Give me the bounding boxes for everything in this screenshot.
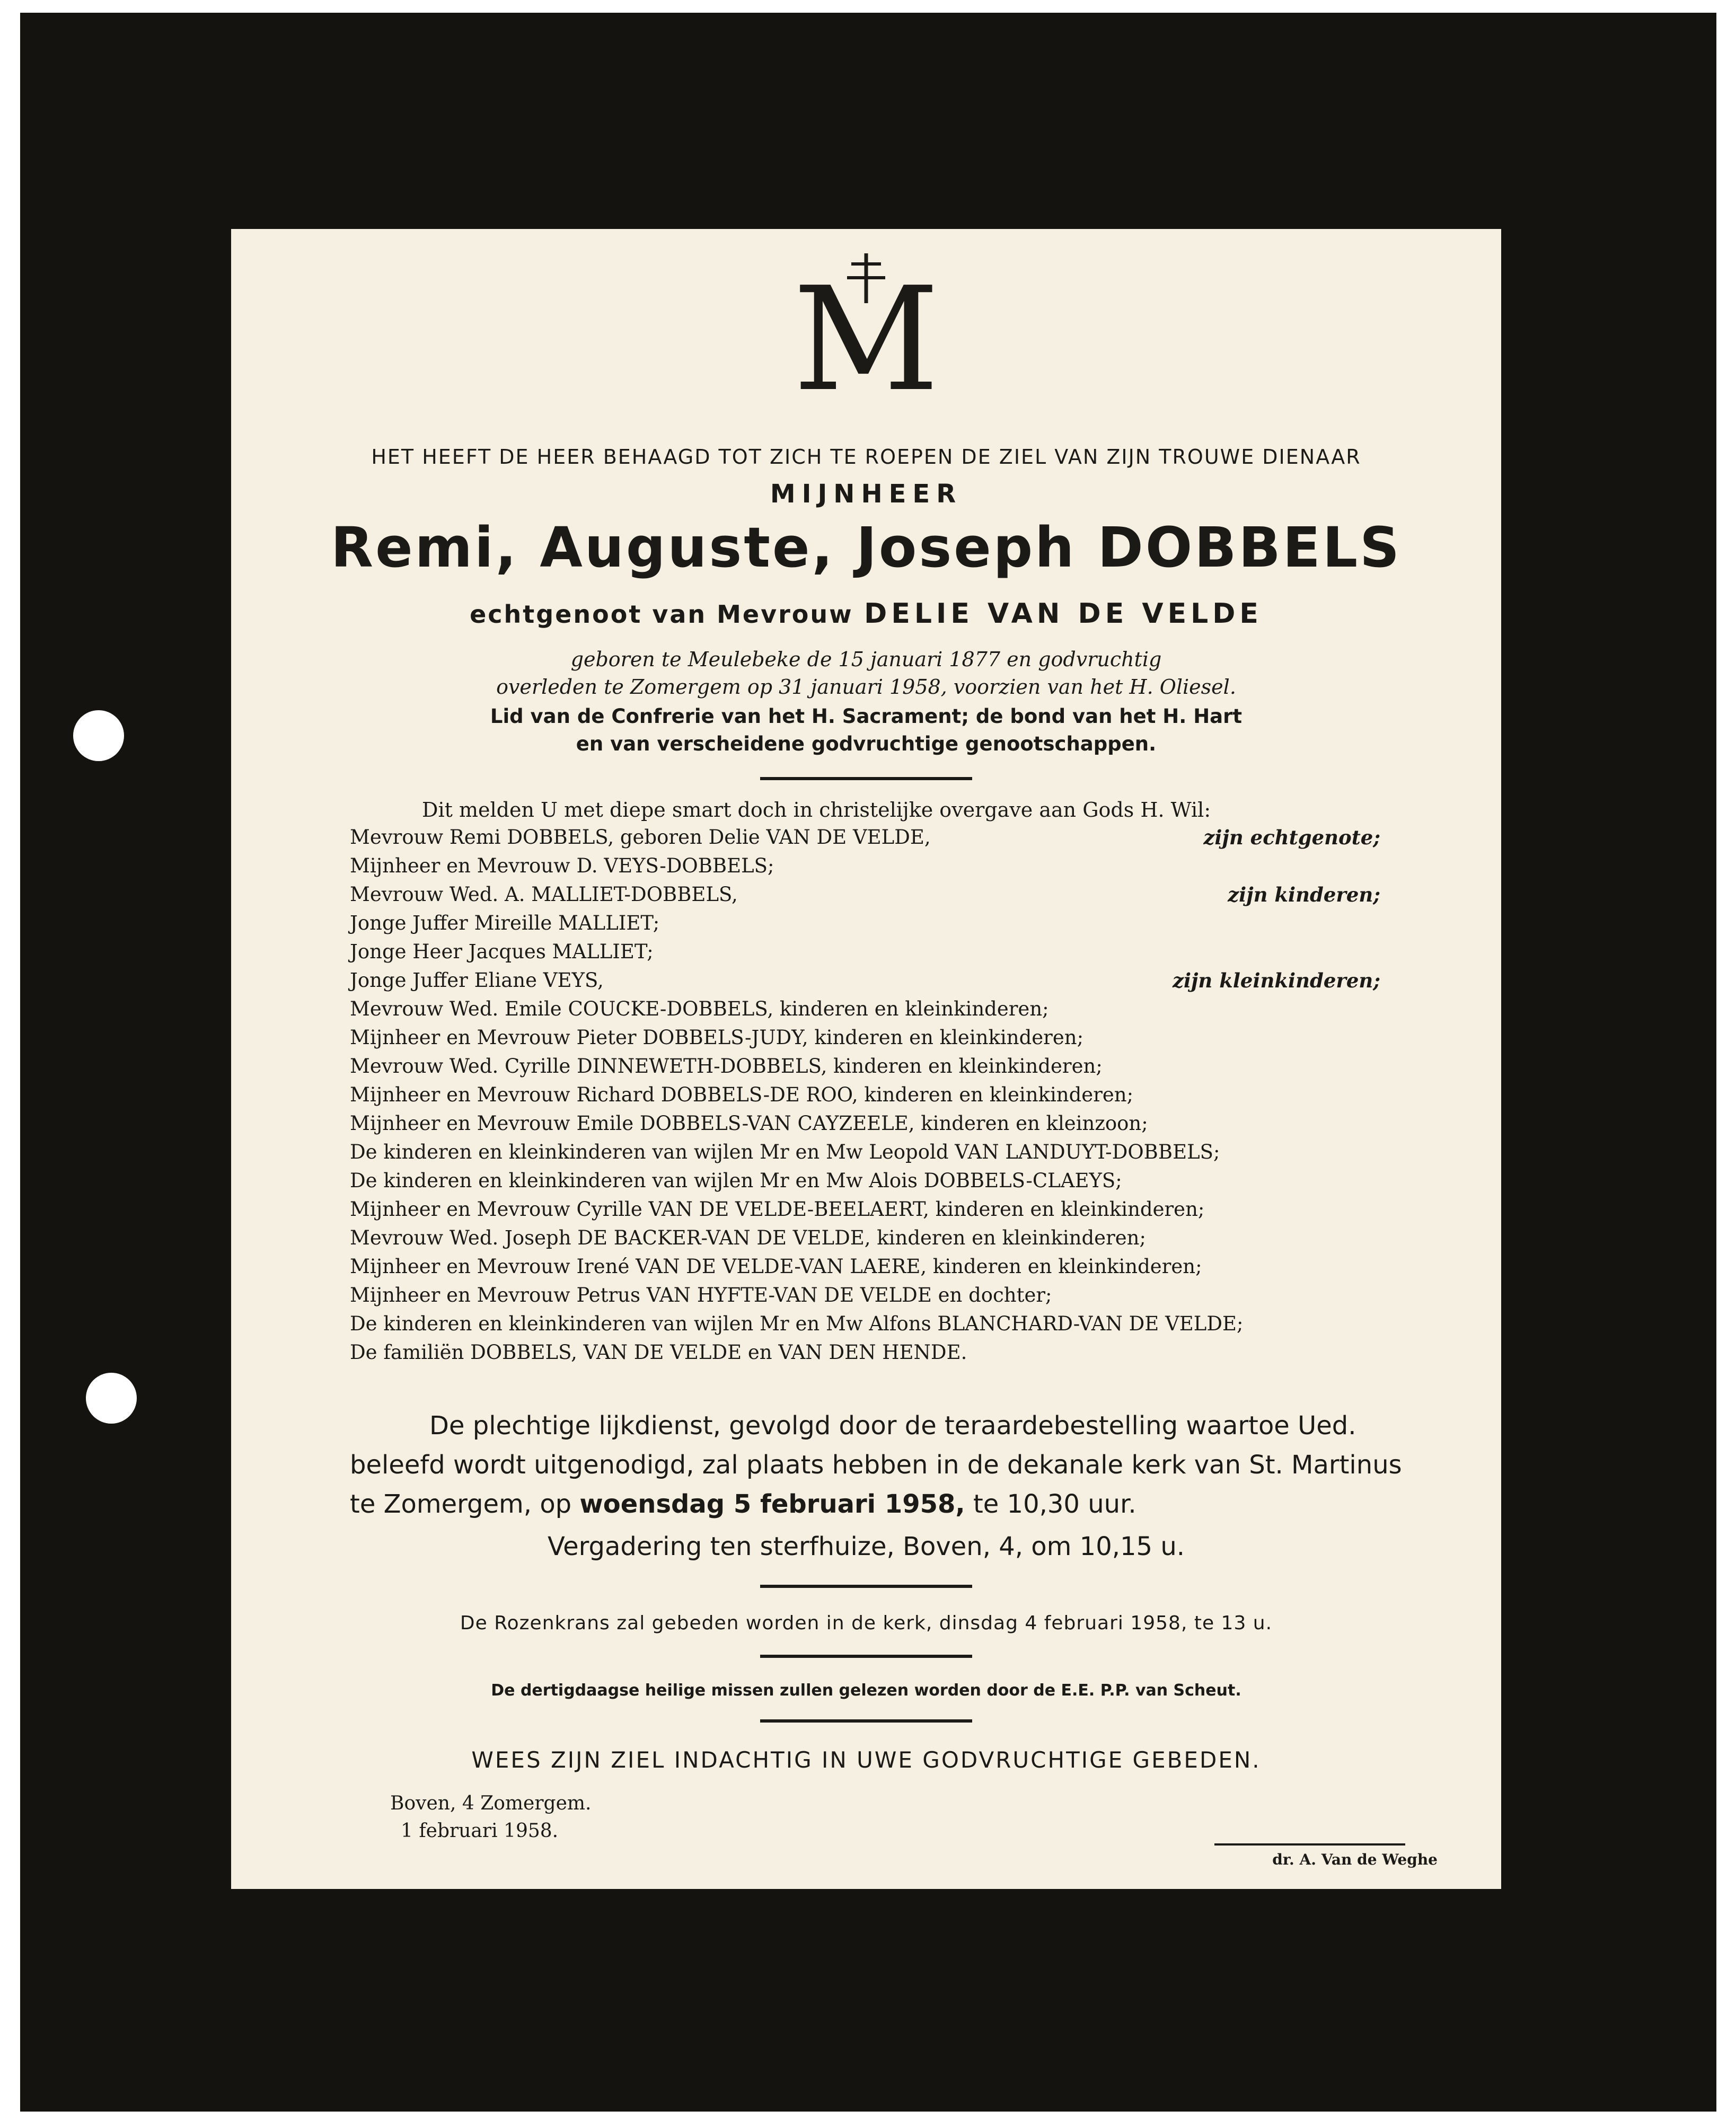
mourner-name: De kinderen en kleinkinderen van wijlen Mr en Mw Leopold VAN LANDUYT-DOBBELS; — [350, 1141, 1220, 1163]
mourners-list — [350, 826, 1380, 1370]
mourner-name: Mevrouw Wed. Cyrille DINNEWETH-DOBBELS, kinderen en kleinkinderen; — [350, 1055, 1103, 1078]
mourner-name: Mijnheer en Mevrouw Emile DOBBELS-VAN CAYZEELE, kinderen en kleinzoon; — [350, 1112, 1148, 1135]
list-item — [350, 1026, 1380, 1055]
bio-societies: en van verscheidene godvruchtige genootschappen. — [576, 732, 1157, 755]
list-item — [350, 1255, 1380, 1284]
list-item — [350, 997, 1380, 1026]
list-item — [350, 1083, 1380, 1112]
divider-rule — [760, 1655, 972, 1658]
mourner-name: Jonge Heer Jacques MALLIET; — [350, 940, 654, 963]
mourner-name: Mevrouw Remi DOBBELS, geboren Delie VAN DE VELDE, — [350, 826, 931, 849]
funeral-date: woensdag 5 februari 1958, — [579, 1489, 965, 1519]
printer-rule — [1214, 1843, 1405, 1846]
list-item — [350, 1284, 1380, 1312]
mourner-name: Mijnheer en Mevrouw Cyrille VAN DE VELDE-BEELAERT, kinderen en kleinkinderen; — [350, 1198, 1205, 1221]
mourner-name: Mevrouw Wed. Emile COUCKE-DOBBELS, kinderen en kleinkinderen; — [350, 997, 1049, 1020]
divider-rule — [760, 1719, 972, 1723]
spouse-line — [231, 598, 1501, 630]
list-item — [350, 940, 1380, 969]
mourner-relation: zijn kinderen; — [1228, 883, 1380, 906]
funeral-line-3 — [350, 1489, 1380, 1519]
list-item — [350, 1226, 1380, 1255]
mourner-name: Mevrouw Wed. A. MALLIET-DOBBELS, — [350, 883, 738, 906]
list-item — [350, 1112, 1380, 1141]
list-item — [350, 1055, 1380, 1083]
list-item — [350, 1198, 1380, 1226]
list-item — [350, 854, 1380, 883]
mourner-name: Jonge Juffer Mireille MALLIET; — [350, 912, 660, 934]
mourner-name: Mijnheer en Mevrouw D. VEYS-DOBBELS; — [350, 854, 774, 877]
mourner-relation: zijn kleinkinderen; — [1172, 969, 1380, 992]
footer-place: Boven, 4 Zomergem. — [390, 1793, 592, 1814]
divider-rule — [760, 1585, 972, 1588]
bio-membership: Lid van de Confrerie van het H. Sacrament; de bond van het H. Hart — [490, 705, 1242, 728]
mourner-name: Mijnheer en Mevrouw Pieter DOBBELS-JUDY, kinderen en kleinkinderen; — [350, 1026, 1084, 1049]
honorific: MIJNHEER — [770, 479, 963, 509]
list-item — [350, 826, 1380, 854]
mourner-name: De kinderen en kleinkinderen van wijlen Mr en Mw Alfons BLANCHARD-VAN DE VELDE; — [350, 1312, 1244, 1335]
list-item — [350, 1312, 1380, 1341]
monogram-letter: M — [792, 256, 940, 393]
list-item — [350, 883, 1380, 912]
divider-rule — [760, 777, 972, 780]
spouse-prefix: echtgenoot van Mevrouw — [470, 600, 853, 629]
list-item — [350, 969, 1380, 997]
masses-notice: De dertigdaagse heilige missen zullen gelezen worden door de E.E. P.P. van Scheut. — [491, 1681, 1241, 1700]
footer-date: 1 februari 1958. — [401, 1820, 559, 1842]
funeral-line-2: beleefd wordt uitgenodigd, zal plaats hebben in de dekanale kerk van St. Martinus — [350, 1450, 1402, 1480]
funeral-place: te Zomergem, op — [350, 1489, 572, 1519]
list-item — [350, 912, 1380, 940]
bio-death: overleden te Zomergem op 31 januari 1958, voorzien van het H. Oliesel. — [496, 675, 1236, 699]
mourner-relation: zijn echtgenote; — [1203, 826, 1380, 849]
spouse-name: DELIE VAN DE VELDE — [864, 598, 1263, 630]
bio-birth: geboren te Meulebeke de 15 januari 1877 en godvruchtig — [570, 648, 1162, 671]
punch-hole-top — [73, 710, 124, 761]
mourner-name: De familiën DOBBELS, VAN DE VELDE en VAN DEN HENDE. — [350, 1341, 967, 1364]
rosary-notice: De Rozenkrans zal gebeden worden in de kerk, dinsdag 4 februari 1958, te 13 u. — [460, 1612, 1273, 1634]
closing-prayer: WEES ZIJN ZIEL INDACHTIG IN UWE GODVRUCHTIGE GEBEDEN. — [471, 1747, 1261, 1773]
list-item — [350, 1341, 1380, 1370]
mourner-name: De kinderen en kleinkinderen van wijlen Mr en Mw Alois DOBBELS-CLAEYS; — [350, 1169, 1122, 1192]
mourner-name: Mijnheer en Mevrouw Petrus VAN HYFTE-VAN DE VELDE en dochter; — [350, 1284, 1052, 1306]
mourning-card — [231, 229, 1501, 1889]
list-item — [350, 1141, 1380, 1169]
mourner-name: Mevrouw Wed. Joseph DE BACKER-VAN DE VELDE, kinderen en kleinkinderen; — [350, 1226, 1146, 1249]
printer-credit: dr. A. Van de Weghe — [1272, 1851, 1438, 1868]
funeral-time: te 10,30 uur. — [973, 1489, 1136, 1519]
mourner-name: Mijnheer en Mevrouw Richard DOBBELS-DE ROO, kinderen en kleinkinderen; — [350, 1083, 1134, 1106]
mourning-intro: Dit melden U met diepe smart doch in christelijke overgave aan Gods H. Wil: — [422, 798, 1211, 822]
intro-line: HET HEEFT DE HEER BEHAAGD TOT ZICH TE ROEPEN DE ZIEL VAN ZIJN TROUWE DIENAAR — [371, 445, 1361, 469]
mourner-name: Mijnheer en Mevrouw Irené VAN DE VELDE-VAN LAERE, kinderen en kleinkinderen; — [350, 1255, 1202, 1278]
punch-hole-bottom — [86, 1373, 137, 1424]
deceased-name: Remi, Auguste, Joseph DOBBELS — [331, 515, 1402, 580]
funeral-line-1: De plechtige lijkdienst, gevolgd door de teraardebestelling waartoe Ued. — [429, 1411, 1356, 1441]
marian-monogram-icon — [231, 250, 1501, 393]
gathering-line: Vergadering ten sterfhuize, Boven, 4, om 10,15 u. — [547, 1532, 1185, 1561]
mourner-name: Jonge Juffer Eliane VEYS, — [350, 969, 604, 992]
list-item — [350, 1169, 1380, 1198]
